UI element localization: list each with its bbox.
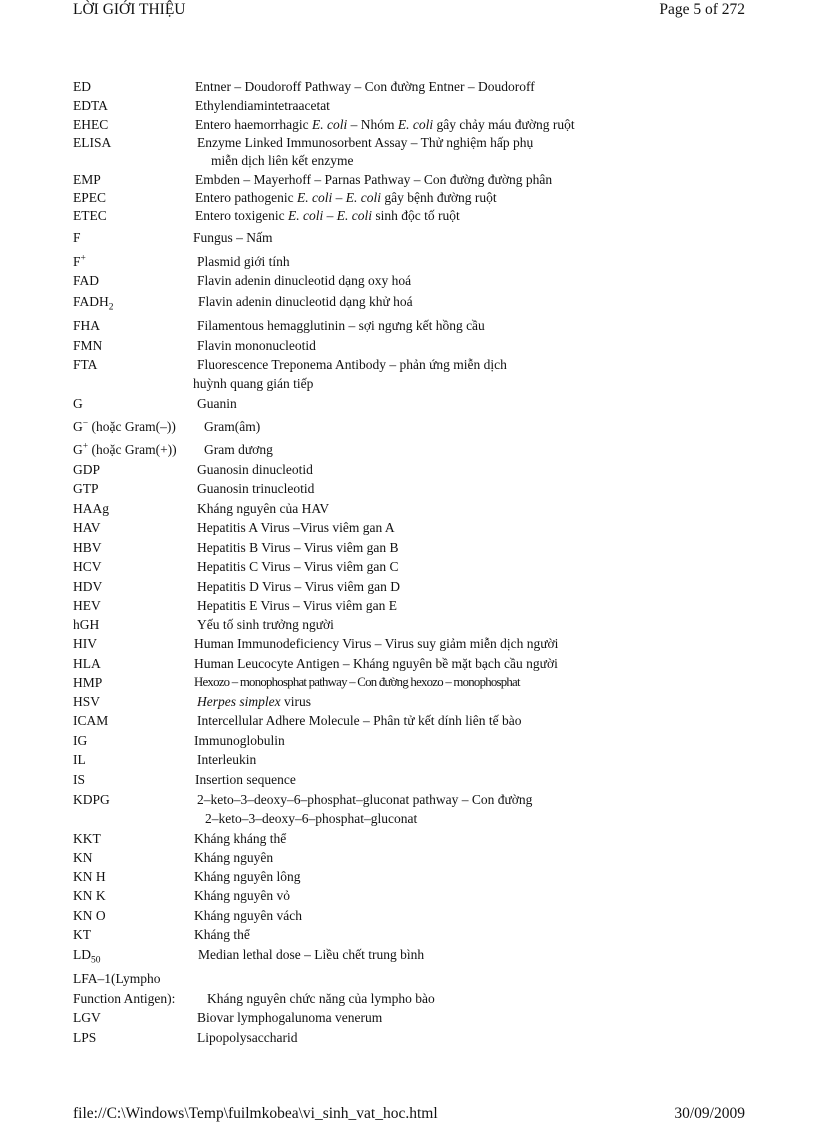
list-item bbox=[0, 394, 816, 413]
list-item bbox=[0, 1008, 816, 1027]
page-number: Page 5 of 272 bbox=[659, 1, 745, 18]
list-item bbox=[0, 692, 816, 711]
definition: Lipopolysaccharid bbox=[197, 1030, 298, 1045]
definition: Ethylendiamintetraacetat bbox=[195, 98, 330, 113]
definition: Median lethal dose – Liều chết trung bình bbox=[198, 947, 425, 962]
abbreviation: FMN bbox=[73, 338, 103, 353]
abbreviation: F+ bbox=[73, 253, 86, 269]
list-item bbox=[0, 374, 816, 393]
abbreviation: $FADH_2$ bbox=[73, 294, 114, 313]
list-item bbox=[0, 440, 816, 459]
abbreviation: HSV bbox=[73, 694, 101, 709]
abbreviation: GTP bbox=[73, 481, 99, 496]
abbreviation: EDTA bbox=[73, 98, 108, 113]
definition: Guanosin dinucleotid bbox=[197, 462, 313, 477]
list-item bbox=[0, 829, 816, 848]
list-item bbox=[0, 316, 816, 335]
abbreviation: FTA bbox=[73, 357, 98, 372]
list-item bbox=[0, 499, 816, 518]
print-date: 30/09/2009 bbox=[674, 1105, 745, 1122]
definition: Plasmid giới tính bbox=[197, 254, 290, 269]
definition-continued: huỳnh quang gián tiếp bbox=[193, 376, 314, 391]
list-item bbox=[0, 355, 816, 374]
definition: Filamentous hemagglutinin – sợi ngưng kết hồng cầu bbox=[197, 318, 485, 333]
list-item bbox=[0, 969, 816, 988]
list-item bbox=[0, 557, 816, 576]
list-item bbox=[0, 151, 816, 170]
list-item bbox=[0, 654, 816, 673]
abbreviation: ELISA bbox=[73, 135, 112, 150]
definition: Kháng nguyên vách bbox=[194, 908, 302, 923]
definition: Fungus – Nấm bbox=[193, 230, 273, 245]
list-item bbox=[0, 252, 816, 271]
list-item bbox=[0, 206, 816, 225]
list-item bbox=[0, 336, 816, 355]
list-item bbox=[0, 770, 816, 789]
abbreviation: LPS bbox=[73, 1030, 97, 1045]
definition: Kháng thể bbox=[194, 927, 250, 942]
list-item bbox=[0, 77, 816, 96]
abbreviation: FAD bbox=[73, 273, 100, 288]
definition: Flavin adenin dinucleotid dạng oxy hoá bbox=[197, 273, 412, 288]
definition: Human Leucocyte Antigen – Kháng nguyên bề mặt bạch cầu người bbox=[194, 656, 558, 671]
list-item bbox=[0, 989, 816, 1008]
abbreviation: G+ (hoặc Gram(+)) bbox=[73, 441, 177, 457]
list-item bbox=[0, 790, 816, 809]
abbreviation: HDV bbox=[73, 579, 103, 594]
abbreviation: HAV bbox=[73, 520, 101, 535]
list-item bbox=[0, 479, 816, 498]
definition: Hepatitis B Virus – Virus viêm gan B bbox=[197, 540, 399, 555]
abbreviation: KN O bbox=[73, 908, 106, 923]
list-item bbox=[0, 867, 816, 886]
abbreviation: KKT bbox=[73, 831, 101, 846]
list-item bbox=[0, 1028, 816, 1047]
abbreviation: HMP bbox=[73, 675, 103, 690]
abbreviation: KN H bbox=[73, 869, 106, 884]
abbreviation: IL bbox=[73, 752, 86, 767]
abbreviation: LFA–1(Lympho bbox=[73, 971, 161, 986]
abbreviation: IS bbox=[73, 772, 86, 787]
list-item bbox=[0, 750, 816, 769]
definition: Gram dương bbox=[204, 442, 273, 457]
definition: Immunoglobulin bbox=[194, 733, 285, 748]
abbreviation: HIV bbox=[73, 636, 97, 651]
definition: Kháng nguyên lông bbox=[194, 869, 301, 884]
list-item bbox=[0, 925, 816, 944]
list-item bbox=[0, 731, 816, 750]
abbreviation: G bbox=[73, 396, 83, 411]
abbreviation: G− (hoặc Gram(–)) bbox=[73, 418, 176, 434]
list-item bbox=[0, 906, 816, 925]
list-item bbox=[0, 634, 816, 653]
abbreviation: EHEC bbox=[73, 117, 109, 132]
list-item bbox=[0, 848, 816, 867]
list-item bbox=[0, 170, 816, 189]
definition: Guanosin trinucleotid bbox=[197, 481, 315, 496]
abbreviation: LGV bbox=[73, 1010, 101, 1025]
definition: Insertion sequence bbox=[195, 772, 296, 787]
abbreviation: ICAM bbox=[73, 713, 109, 728]
definition-continued: 2–keto–3–deoxy–6–phosphat–gluconat bbox=[205, 811, 418, 826]
definition: Herpes simplex virus bbox=[197, 694, 311, 709]
list-item bbox=[0, 809, 816, 828]
definition: Entero toxigenic E. coli – E. coli sinh độc tố ruột bbox=[195, 208, 460, 223]
abbreviation: $LD_{50}$ bbox=[73, 947, 101, 966]
file-path: file://C:\Windows\Temp\fuilmkobea\vi_sinh_vat_hoc.html bbox=[73, 1105, 438, 1122]
definition: Entero haemorrhagic E. coli – Nhóm E. coli gây chảy máu đường ruột bbox=[195, 117, 575, 132]
abbreviation: HCV bbox=[73, 559, 102, 574]
abbreviation: KN K bbox=[73, 888, 106, 903]
list-item bbox=[0, 577, 816, 596]
abbreviation: KT bbox=[73, 927, 91, 942]
definition: Hepatitis E Virus – Virus viêm gan E bbox=[197, 598, 397, 613]
abbreviation: HBV bbox=[73, 540, 102, 555]
list-item bbox=[0, 133, 816, 152]
definition: Kháng nguyên bbox=[194, 850, 274, 865]
abbreviation: F bbox=[73, 230, 81, 245]
definition: Biovar lymphogalunoma venerum bbox=[197, 1010, 383, 1025]
list-item bbox=[0, 711, 816, 730]
definition: Hepatitis D Virus – Virus viêm gan D bbox=[197, 579, 400, 594]
abbreviation: hGH bbox=[73, 617, 100, 632]
abbreviation: KDPG bbox=[73, 792, 110, 807]
definition: Human Immunodeficiency Virus – Virus suy giảm miễn dịch người bbox=[194, 636, 559, 651]
definition: Flavin adenin dinucleotid dạng khử hoá bbox=[198, 294, 413, 309]
list-item bbox=[0, 417, 816, 436]
abbreviation-continued: Function Antigen): bbox=[73, 991, 176, 1006]
abbreviation: FHA bbox=[73, 318, 101, 333]
definition: Entner – Doudoroff Pathway – Con đường Entner – Doudoroff bbox=[195, 79, 535, 94]
definition: Flavin mononucleotid bbox=[197, 338, 316, 353]
list-item bbox=[0, 945, 816, 964]
definition: Kháng nguyên chức năng của lympho bào bbox=[207, 991, 435, 1006]
definition: Gram(âm) bbox=[204, 419, 261, 434]
definition: Kháng kháng thể bbox=[194, 831, 287, 846]
definition: Embden – Mayerhoff – Parnas Pathway – Con đường đường phân bbox=[195, 172, 553, 187]
list-item bbox=[0, 886, 816, 905]
abbreviation: ETEC bbox=[73, 208, 107, 223]
definition-continued: miễn dịch liên kết enzyme bbox=[211, 153, 354, 168]
abbreviation: EMP bbox=[73, 172, 101, 187]
definition: Kháng nguyên của HAV bbox=[197, 501, 330, 516]
definition: Hepatitis A Virus –Virus viêm gan A bbox=[197, 520, 395, 535]
abbreviation: GDP bbox=[73, 462, 101, 477]
list-item bbox=[0, 96, 816, 115]
list-item bbox=[0, 188, 816, 207]
list-item bbox=[0, 673, 816, 692]
list-item bbox=[0, 596, 816, 615]
definition: Enzyme Linked Immunosorbent Assay – Thử nghiệm hấp phụ bbox=[197, 135, 534, 150]
list-item bbox=[0, 538, 816, 557]
definition: Entero pathogenic E. coli – E. coli gây bệnh đường ruột bbox=[195, 190, 497, 205]
definition: Intercellular Adhere Molecule – Phân tử kết dính liên tế bào bbox=[197, 713, 522, 728]
abbreviation: ED bbox=[73, 79, 91, 94]
list-item bbox=[0, 228, 816, 247]
list-item bbox=[0, 292, 816, 311]
definition: 2–keto–3–deoxy–6–phosphat–gluconat pathway – Con đường bbox=[197, 792, 533, 807]
list-item bbox=[0, 460, 816, 479]
abbreviation: HLA bbox=[73, 656, 101, 671]
list-item bbox=[0, 115, 816, 134]
definition: Hepatitis C Virus – Virus viêm gan C bbox=[197, 559, 399, 574]
abbreviation: HEV bbox=[73, 598, 101, 613]
header-title: LỜI GIỚI THIỆU bbox=[73, 1, 186, 18]
abbreviation: HAAg bbox=[73, 501, 109, 516]
definition: Hexozo – monophosphat pathway – Con đường hexozo – monophosphat bbox=[194, 675, 520, 689]
abbreviation: EPEC bbox=[73, 190, 107, 205]
definition: Yếu tố sinh trưởng người bbox=[197, 617, 334, 632]
abbreviation: IG bbox=[73, 733, 88, 748]
definition: Guanin bbox=[197, 396, 237, 411]
list-item bbox=[0, 271, 816, 290]
list-item bbox=[0, 615, 816, 634]
list-item bbox=[0, 518, 816, 537]
definition: Interleukin bbox=[197, 752, 257, 767]
definition: Fluorescence Treponema Antibody – phản ứng miễn dịch bbox=[197, 357, 507, 372]
abbreviation: KN bbox=[73, 850, 93, 865]
definition: Kháng nguyên vỏ bbox=[194, 888, 290, 903]
